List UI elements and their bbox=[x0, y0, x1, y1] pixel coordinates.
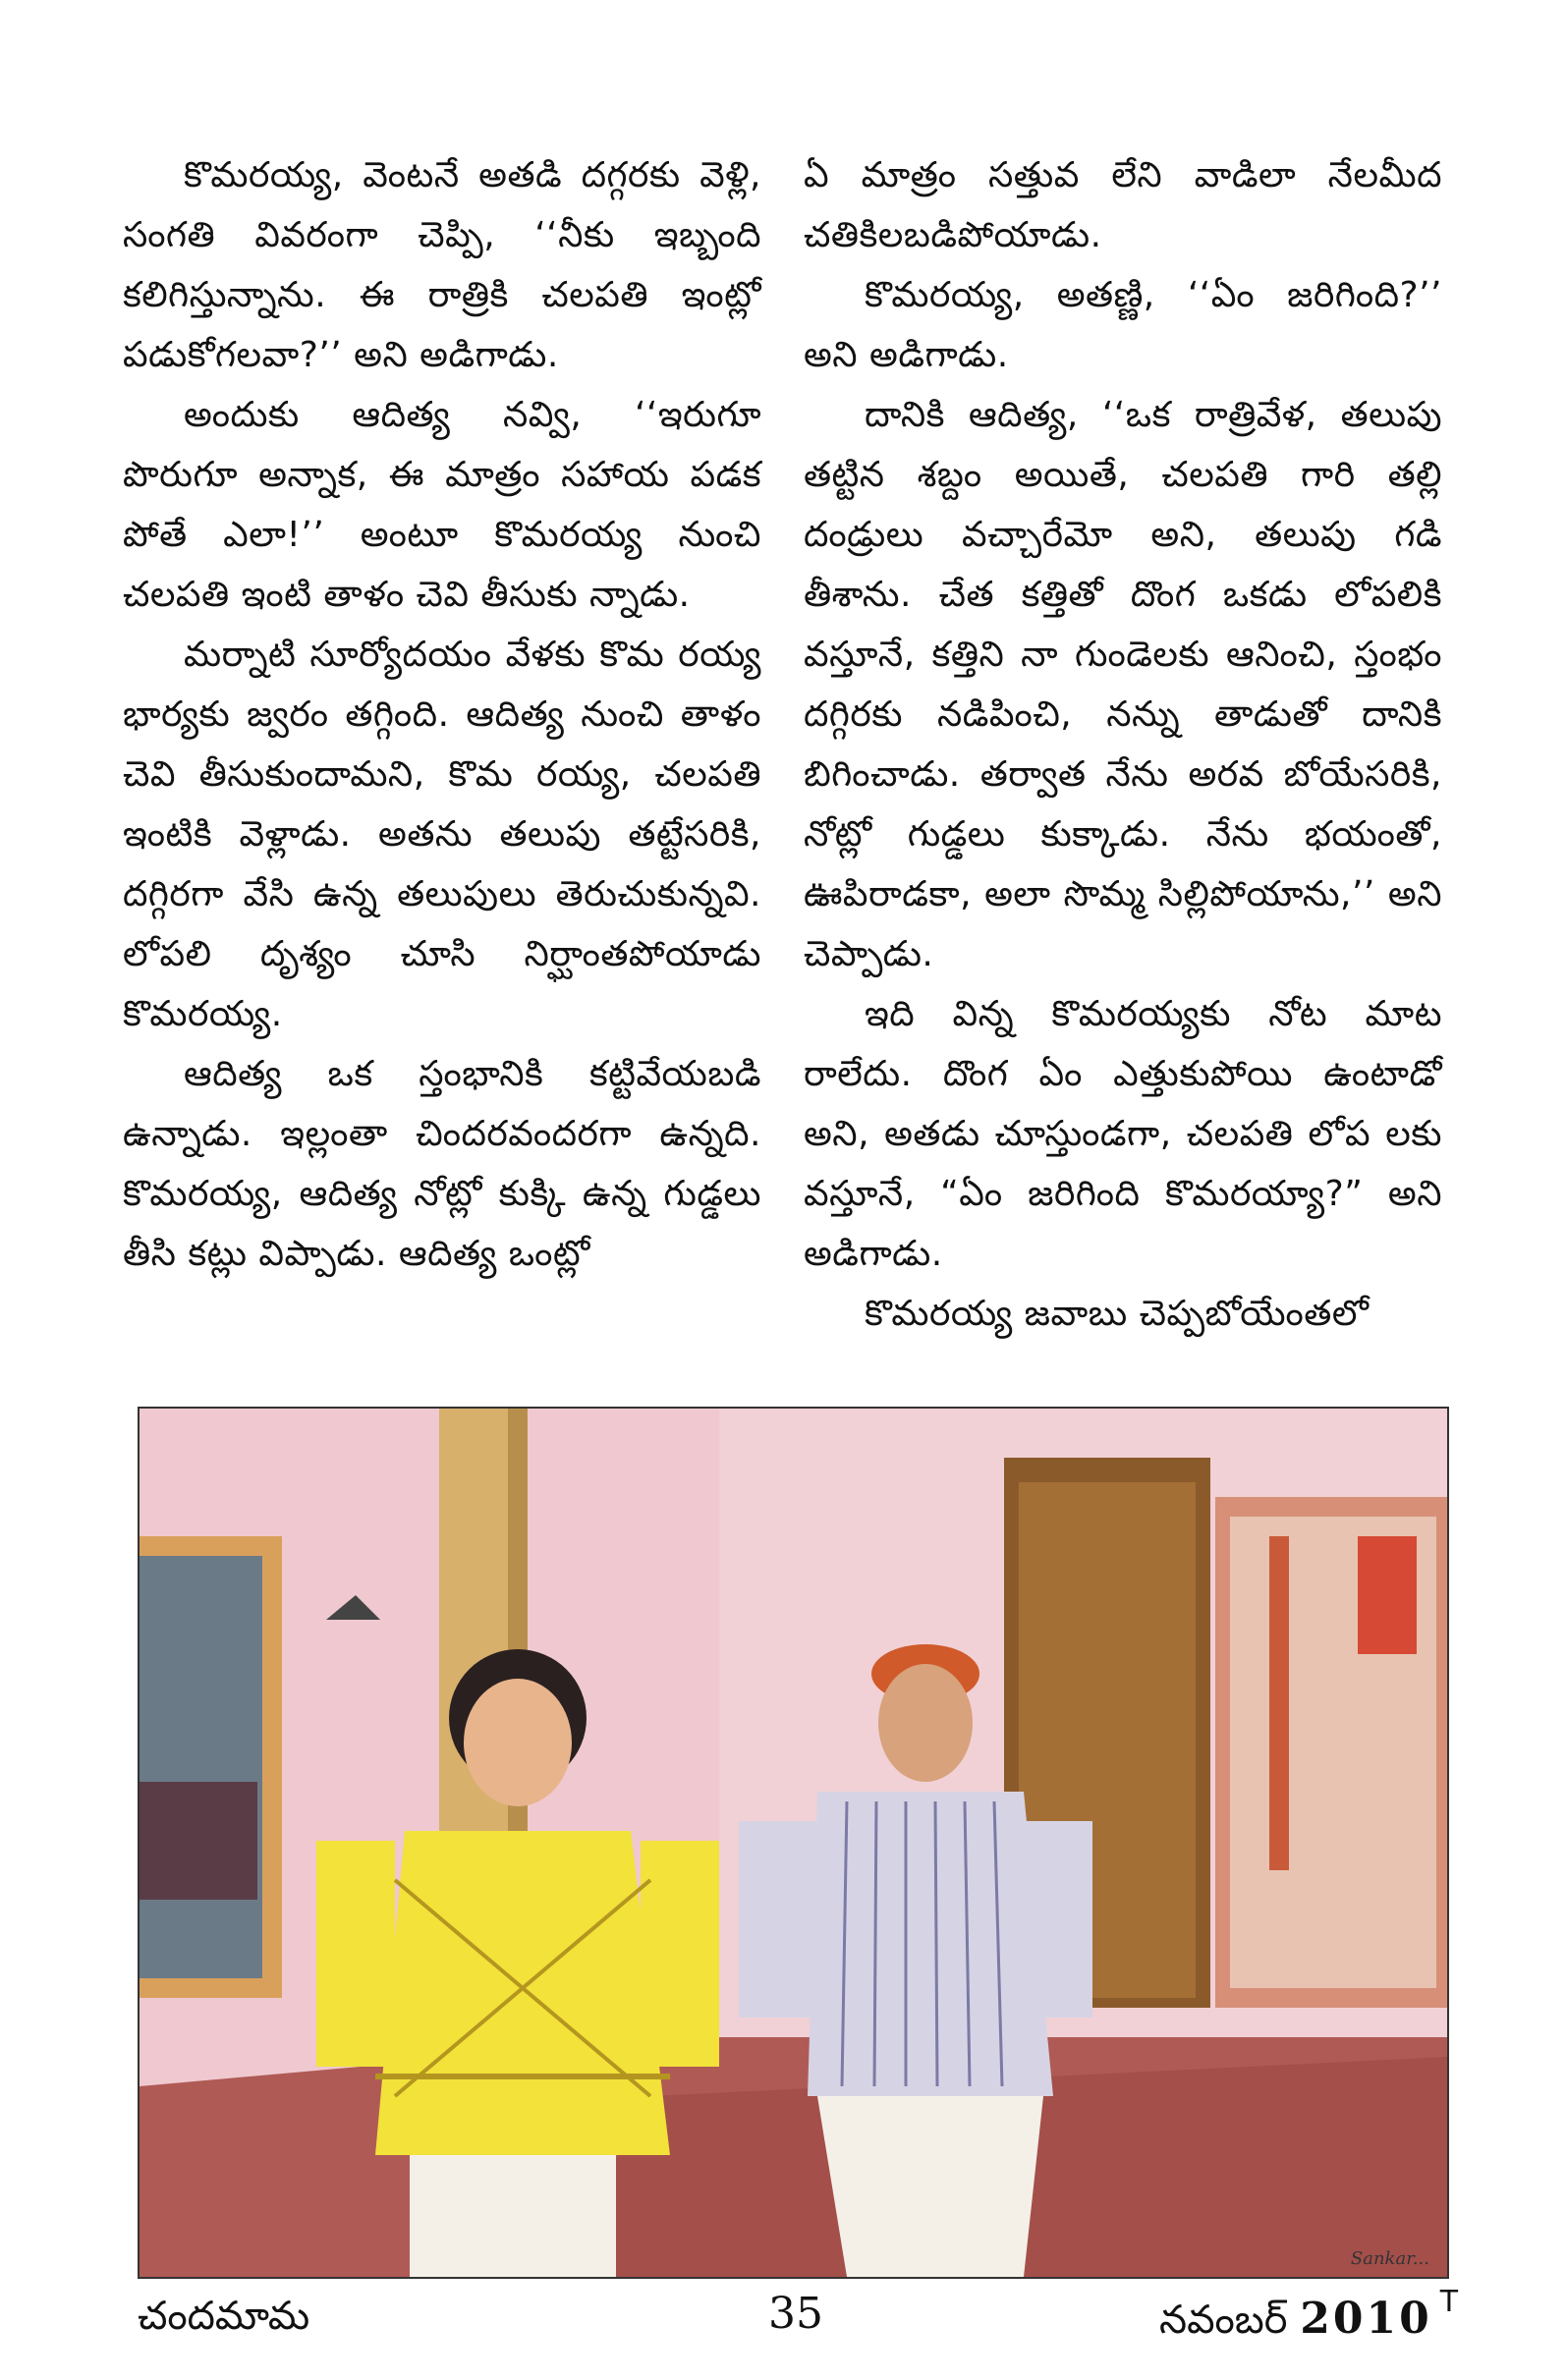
issue-year: 2010 bbox=[1300, 2294, 1432, 2344]
right-text-column bbox=[804, 145, 1442, 1344]
paragraph: ఇది విన్న కొమరయ్యకు నోట మాట రాలేదు. దొంగ ఏం ఎత్తుకుపోయి ఉంటాడో అని, అతడు చూస్తుండగా, చలపతి లోప లకు వస్తూనే, “ఏం జరిగింది కొమరయ్యా?” అని అడిగాడు. bbox=[804, 994, 1442, 1274]
issue-date bbox=[1159, 2285, 1459, 2352]
paragraph: కొమరయ్య, వెంటనే అతడి దగ్గరకు వెళ్లి, సంగతి వివరంగా చెప్పి, ‘‘నీకు ఇబ్బంది కలిగిస్తున్నాను. ఈ రాత్రికి చలపతి ఇంట్లో పడుకోగలవా?’’ అని అడిగాడు. bbox=[123, 155, 761, 375]
paragraph: దానికి ఆదిత్య, ‘‘ఒక రాత్రివేళ, తలుపు తట్టిన శబ్దం అయితే, చలపతి గారి తల్లి దండ్రులు వచ్చారేమో అని, తలుపు గడి తీశాను. చేత కత్తితో దొంగ ఒకడు లోపలికి వస్తూనే, కత్తిని నా గుండెలకు ఆనించి, స్తంభం దగ్గిరకు నడిపించి, నన్ను తాడుతో దానికి బిగించాడు. తర్వాత నేను అరవ బోయేసరికి, నోట్లో గుడ్డలు కుక్కాడు. నేను భయంతో, ఊపిరాడకా, అలా సొమ్మ సిల్లిపోయాను,’’ అని చెప్పాడు. bbox=[804, 395, 1442, 974]
issue-month: నవంబర్ bbox=[1159, 2297, 1288, 2343]
paragraph: ఆదిత్య ఒక స్తంభానికి కట్టివేయబడి ఉన్నాడు. ఇల్లంతా చిందరవందరగా ఉన్నది. కొమరయ్య, ఆదిత్య నోట్లో కుక్కి ఉన్న గుడ్డలు తీసి కట్లు విప్పాడు. ఆదిత్య ఒంట్లో bbox=[123, 1054, 761, 1274]
page-number: 35 bbox=[768, 2289, 823, 2339]
paragraph: కొమరయ్య జవాబు చెప్పబోయేంతలో bbox=[865, 1294, 1370, 1334]
paragraph: కొమరయ్య, అతణ్ణి, ‘‘ఏం జరిగింది?’’ అని అడిగాడు. bbox=[804, 275, 1442, 375]
artist-signature: Sankar... bbox=[1350, 2248, 1429, 2269]
paragraph: మర్నాటి సూర్యోదయం వేళకు కొమ రయ్య భార్యకు జ్వరం తగ్గింది. ఆదిత్య నుంచి తాళం చెవి తీసుకుందామని, కొమ రయ్య, చలపతి ఇంటికి వెళ్లాడు. అతను తలుపు తట్టేసరికి, దగ్గిరగా వేసి ఉన్న తలుపులు తెరుచుకున్నవి. లోపలి దృశ్యం చూసి నిర్ఘాంతపోయాడు కొమరయ్య. bbox=[123, 635, 761, 1034]
story-illustration bbox=[138, 1407, 1449, 2279]
paragraph: ఏ మాత్రం సత్తువ లేని వాడిలా నేలమీద చతికిలబడిపోయాడు. bbox=[804, 155, 1442, 255]
left-text-column bbox=[123, 145, 761, 1284]
corner-mark: T bbox=[1439, 2285, 1459, 2319]
magazine-name: చందమామ bbox=[138, 2294, 310, 2339]
paragraph: అందుకు ఆదిత్య నవ్వి, ‘‘ఇరుగూ పొరుగూ అన్నాక, ఈ మాత్రం సహాయ పడక పోతే ఎలా!’’ అంటూ కొమరయ్య నుంచి చలపతి ఇంటి తాళం చెవి తీసుకు న్నాడు. bbox=[123, 395, 761, 615]
